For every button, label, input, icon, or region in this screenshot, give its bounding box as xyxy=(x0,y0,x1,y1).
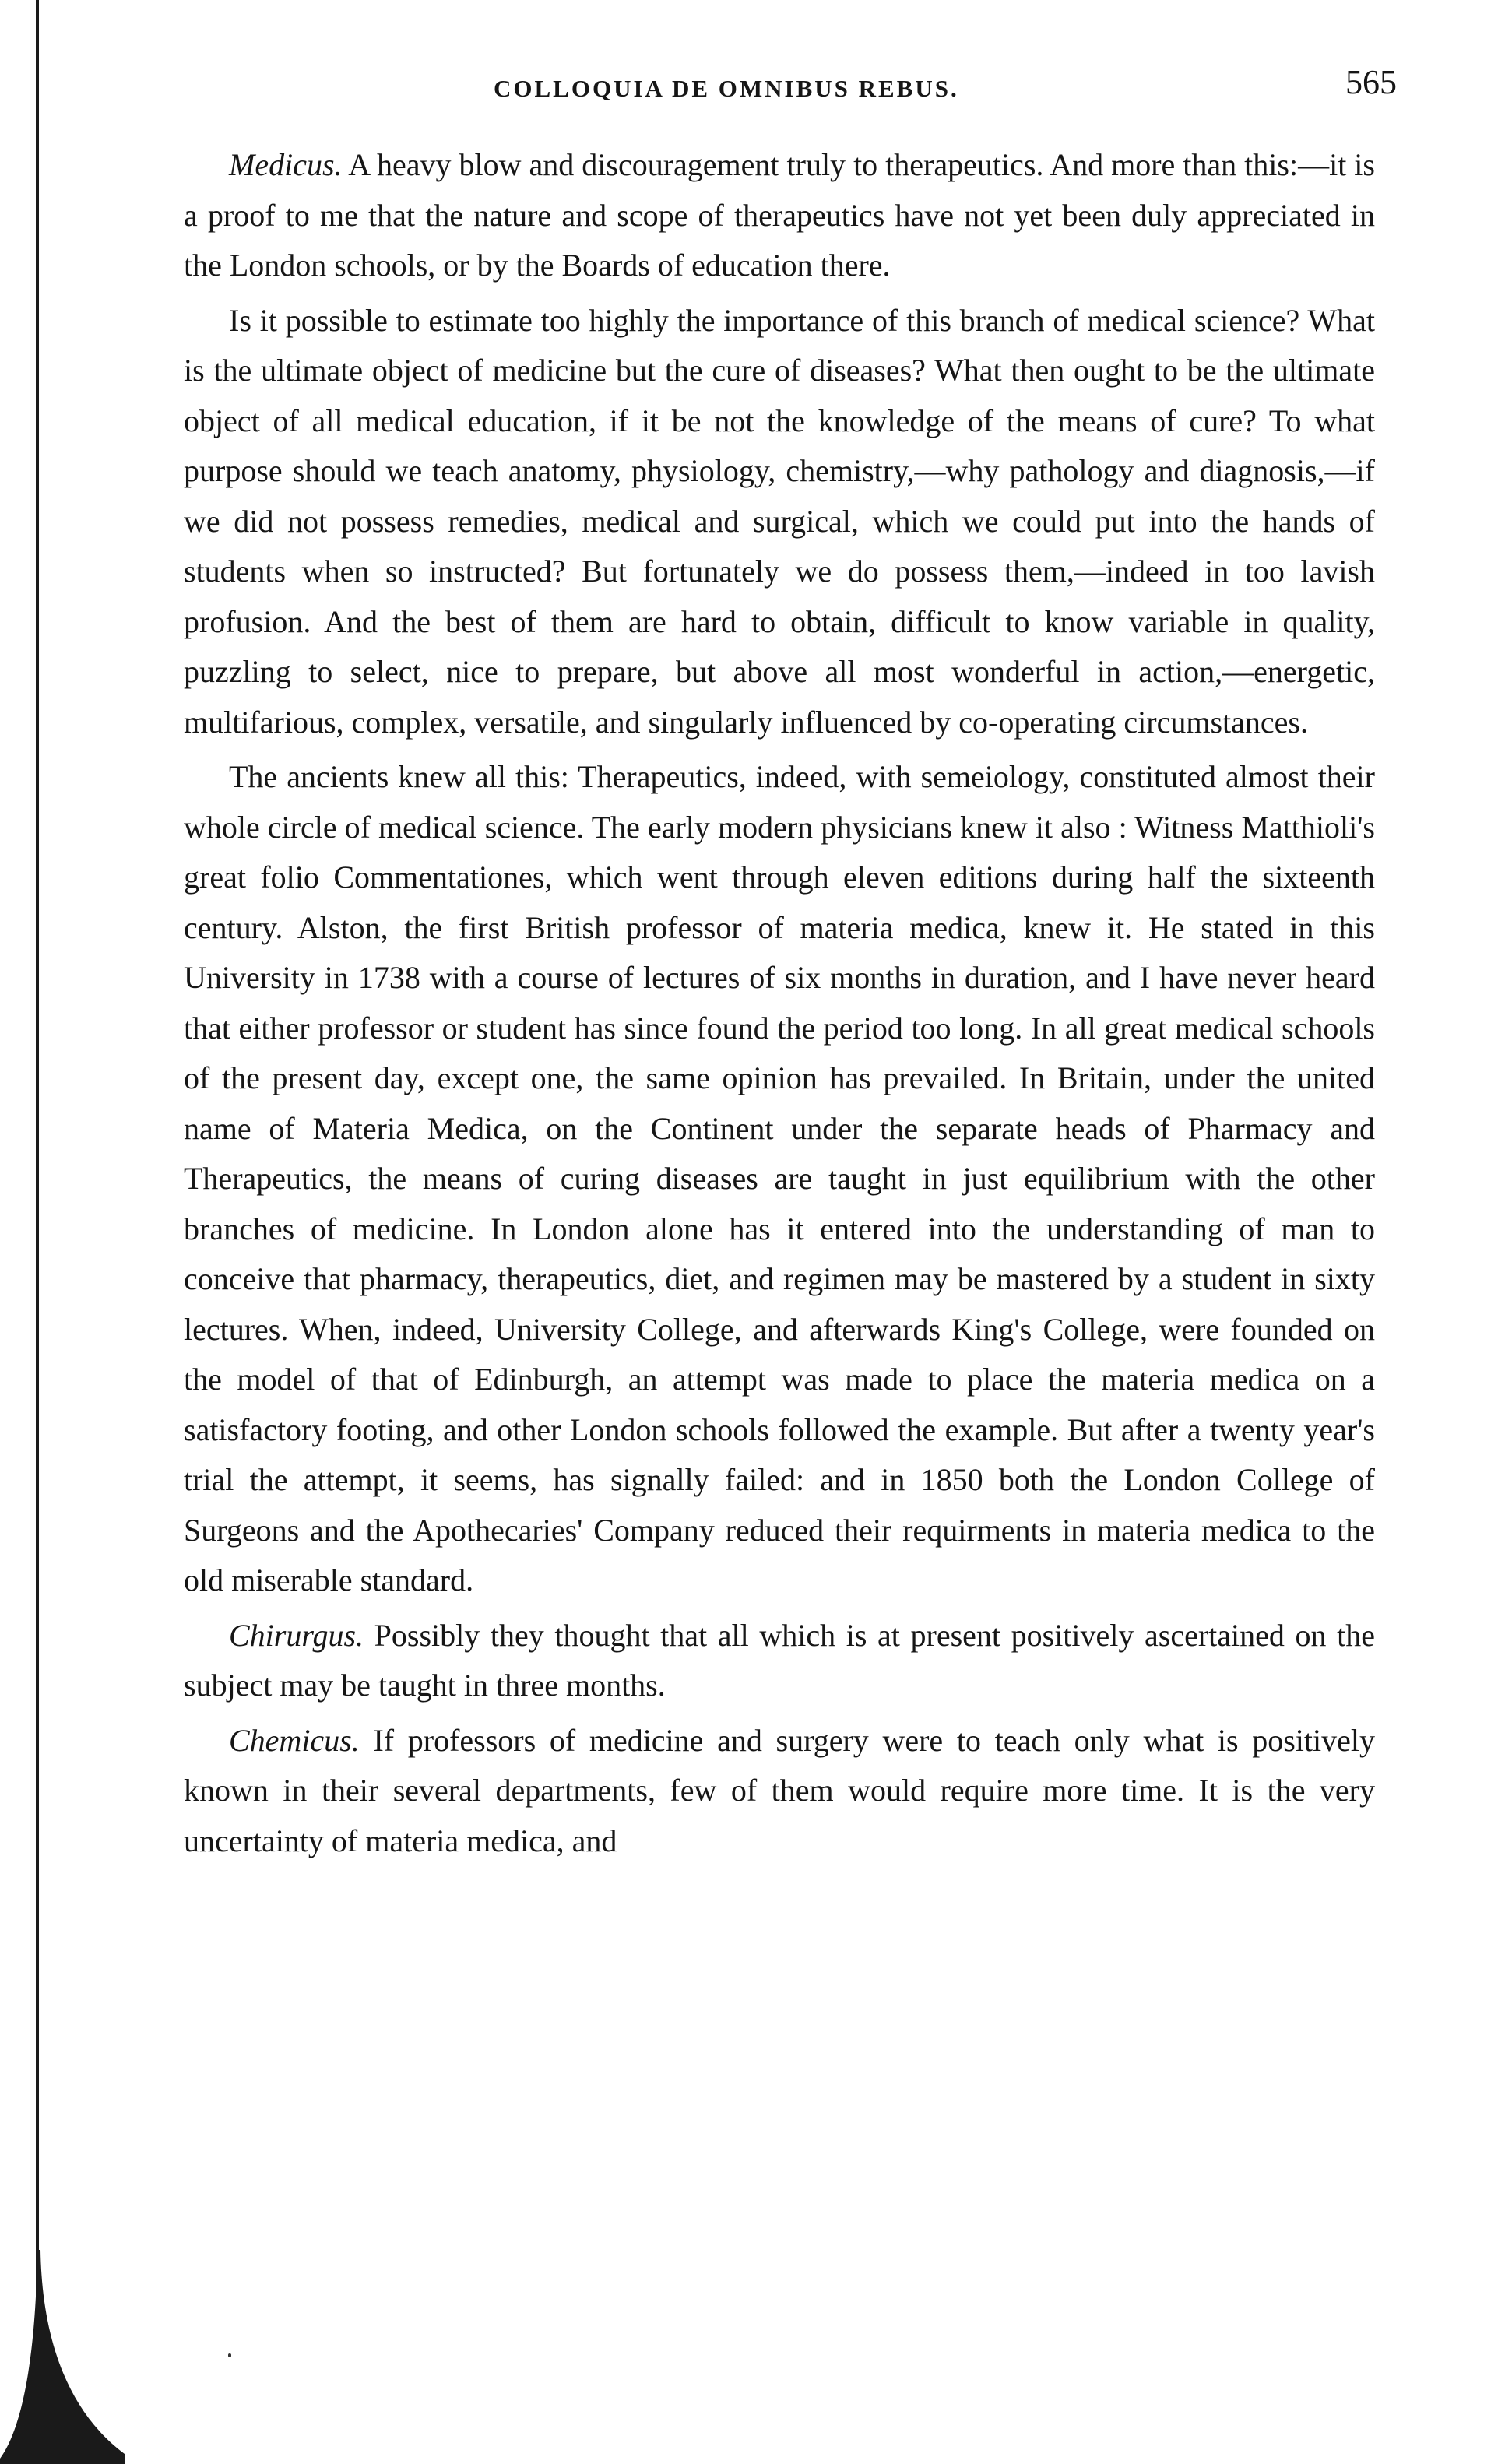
scan-page-edge xyxy=(36,0,39,2464)
paragraph xyxy=(184,1611,1375,1711)
page-number: 565 xyxy=(1345,63,1397,101)
paragraph-text: A heavy blow and discouragement truly to therapeutics. And more than this:—it is a proof to me that the nature and scope of therapeutics have not yet been duly appreciated in the London schools, or by the Boards of education there. xyxy=(184,147,1375,283)
ink-speck xyxy=(228,2353,231,2357)
book-page xyxy=(184,54,1397,1871)
paragraph-text: The ancients knew all this: Therapeutics, indeed, with semeiology, constituted almost their whole circle of medical science. The early modern physicians knew it also : Witness Matthioli's great folio Commentationes, which went through eleven editions during half the sixteenth century. Alston, the first British professor of materia medica, knew it. He stated in this University in 1738 with a course of lectures of six months in duration, and I have never heard that either professor or student has since found the period too long. In all great medical schools of the present day, except one, the same opinion has prevailed. In Britain, under the united name of Materia Medica, on the Continent under the separate heads of Pharmacy and Therapeutics, the means of curing diseases are taught in just equilibrium with the other branches of medicine. In London alone has it entered into the understanding of man to conceive that pharmacy, therapeutics, diet, and regimen may be mastered by a student in sixty lectures. When, indeed, University College, and afterwards King's College, were founded on the model of that of Edinburgh, an attempt was made to place the materia medica on a satisfactory footing, and other London schools followed the example. But after a twenty year's trial the attempt, it seems, has signally failed: and in 1850 both the London College of Surgeons and the Apothecaries' Company reduced their requirments in materia medica to the old miserable standard. xyxy=(184,759,1375,1598)
running-head xyxy=(184,54,1397,117)
speaker-name: Chemicus. xyxy=(229,1722,360,1758)
paragraph xyxy=(184,296,1375,748)
paragraph-text: Possibly they thought that all which is at present positively ascertained on the subject may be taught in three months. xyxy=(184,1617,1375,1703)
running-title: COLLOQUIA DE OMNIBUS REBUS. xyxy=(494,75,959,102)
body-text xyxy=(184,140,1375,1866)
paragraph xyxy=(184,752,1375,1606)
scan-page-curl xyxy=(0,2250,125,2464)
speaker-name: Chirurgus. xyxy=(229,1617,364,1653)
paragraph xyxy=(184,1716,1375,1867)
paragraph-text: If professors of medicine and surgery were to teach only what is positively known in their several departments, few of them would require more time. It is the very uncertainty of materia medica, and xyxy=(184,1722,1375,1858)
speaker-name: Medicus. xyxy=(229,147,343,182)
paragraph xyxy=(184,140,1375,291)
paragraph-text: Is it possible to estimate too highly the importance of this branch of medical science? What is the ultimate object of medicine but the cure of diseases? What then ought to be the ultimate object of all medical education, if it be not the knowledge of the means of cure? To what purpose should we teach anatomy, physiology, chemistry,—why pathology and diagnosis,—if we did not possess remedies, medical and surgical, which we could put into the hands of students when so instructed? But fortunately we do possess them,—indeed in too lavish profusion. And the best of them are hard to obtain, difficult to know variable in quality, puzzling to select, nice to prepare, but above all most wonderful in action,—energetic, multifarious, complex, versatile, and singularly influenced by co-operating circumstances. xyxy=(184,302,1375,740)
